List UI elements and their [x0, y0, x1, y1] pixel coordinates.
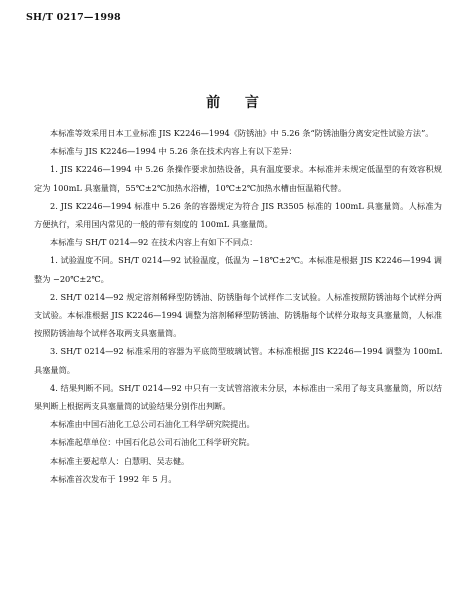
paragraph-differences-sh: 本标准与 SH/T 0214—92 在技术内容上有如下不同点：: [50, 237, 258, 248]
paragraph-sh-diff-2: 2. SH/T 0214—92 规定溶剂稀释型防锈油、防锈脂每个试样作二支试验。人标准按照防锈油每个试样分两支试验。本标准根据 JIS K2246—1994 调整为溶剂稀释型防锈油、防锈脂每个试样分取每支具塞量筒，人标准按照防锈油每个试样各取两支具塞量筒。: [34, 291, 442, 339]
document-body: [34, 124, 442, 488]
paragraph-drafting-unit: 本标准起草单位：中国石化总公司石油化工科学研究院。: [50, 437, 255, 448]
paragraph-jis-diff-2: 2. JIS K2246—1994 标准中 5.26 条的容器规定为符合 JIS R3505 标准的 100mL 具塞量筒。人标准为方便执行，采用国内常见的一般的带有刻度的 100mL 具塞量筒。: [34, 200, 442, 230]
page-title: 前 言: [206, 95, 269, 111]
paragraph-jis-diff-1: 1. JIS K2246—1994 中 5.26 条操作要求加热设备，具有温度要求。本标准并未规定低温型的有效容积规定为 100mL 具塞量筒，55℃±2℃加热水浴槽，10℃±2℃加热水槽由恒温箱代替。: [34, 164, 442, 193]
paragraph-intro: 本标准等效采用日本工业标准 JIS K2246—1994《防锈油》中 5.26 条“防锈油脂分离安定性试验方法”。: [50, 128, 434, 138]
paragraph-sh-diff-4: 4. 结果判断不同。SH/T 0214—92 中只有一支试管溶液未分层，本标准由一采用了每支具塞量筒，所以结果判断上根据两支具塞量筒的试验结果分别作出判断。: [34, 382, 442, 412]
paragraph-sh-diff-1: 1. 试验温度不同。SH/T 0214—92 试验温度，低温为 −18℃±2℃。本标准是根据 JIS K2246—1994 调整为 −20℃±2℃。: [34, 255, 442, 284]
paragraph-drafters: 本标准主要起草人：白慧明、吴志健。: [50, 455, 190, 466]
paragraph-sh-diff-3: 3. SH/T 0214—92 标准采用的容器为平底筒型玻璃试管。本标准根据 JIS K2246—1994 调整为 100mL 具塞量筒。: [34, 346, 442, 375]
document-code-header: SH/T 0217—1998: [26, 12, 121, 23]
paragraph-differences-jis: 本标准与 JIS K2246—1994 中 5.26 条在技术内容上有以下差异：: [50, 146, 297, 157]
paragraph-first-issue: 本标准首次发布于 1992 年 5 月。: [50, 473, 177, 484]
paragraph-proposer: 本标准由中国石油化工总公司石油化工科学研究院提出。: [50, 419, 255, 430]
